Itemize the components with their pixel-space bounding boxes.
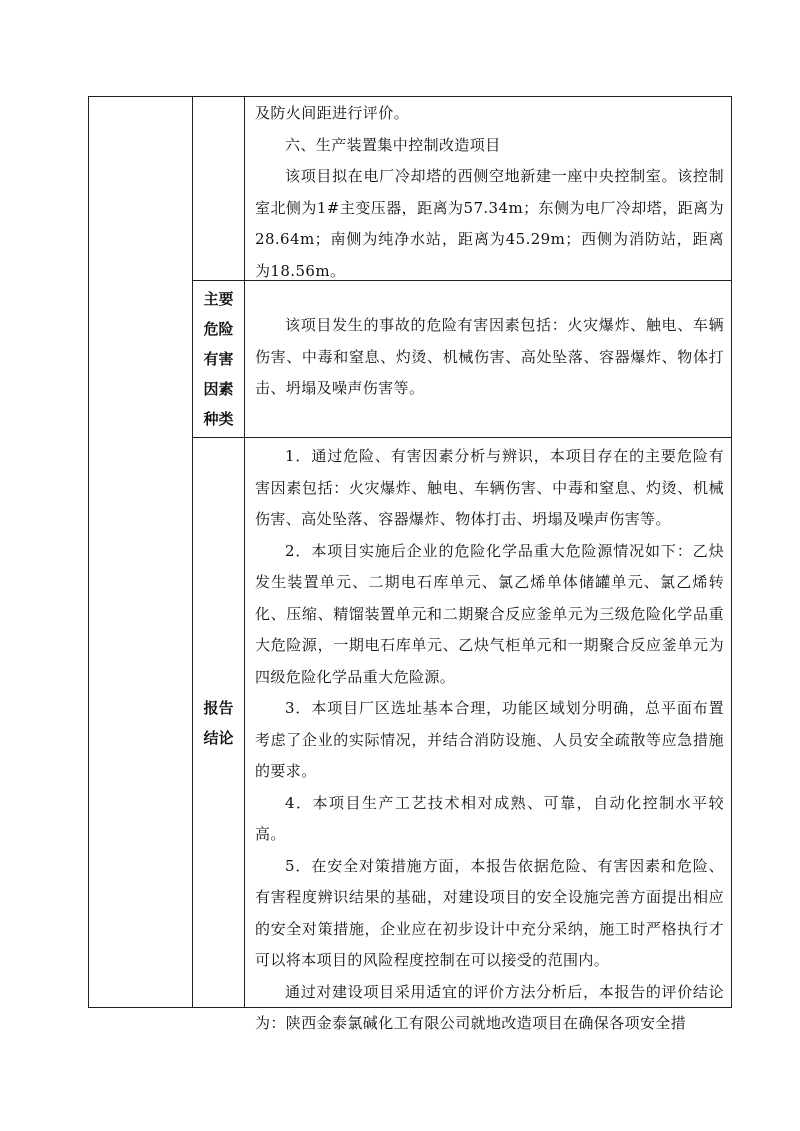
paragraph-conclusion-summary: 通过对建设项目采用适宜的评价方法分析后，本报告的评价结论为：陕西金泰氯碱化工有限公司就地改造项目在确保各项安全措: [255, 982, 724, 1032]
paragraph-conclusion-4: 4．本项目生产工艺技术相对成熟、可靠，自动化控制水平较高。: [255, 793, 724, 843]
table-row-project-description: [89, 97, 732, 281]
paragraph-conclusion-3: 3．本项目厂区选址基本合理，功能区域划分明确，总平面布置考虑了企业的实际情况，并结合消防设施、人员安全疏散等应急措施的要求。: [255, 699, 724, 780]
paragraph-central-control-details: 该项目拟在电厂冷却塔的西侧空地新建一座中央控制室。该控制室北侧为1#主变压器，距离为57.34m；东侧为电厂冷却塔，距离为28.64m；南侧为纯净水站，距离为45.29m；西侧为消防站，距离为18.56m。: [255, 167, 724, 280]
paragraph-conclusion-2: 2．本项目实施后企业的危险化学品重大危险源情况如下：乙炔发生装置单元、二期电石库单元、氯乙烯单体储罐单元、氯乙烯转化、压缩、精馏装置单元和二期聚合反应釜单元为三级危险化学品重大危险源，一期电石库单元、乙炔气柜单元和一期聚合反应釜单元为四级危险化学品重大危险源。: [255, 541, 724, 686]
label-line: 危险: [203, 320, 234, 338]
content-cell-report-conclusion: [245, 438, 732, 1032]
paragraph-heading-central-control: 六、生产装置集中控制改造项目: [285, 135, 501, 154]
paragraph-conclusion-1: 1．通过危险、有害因素分析与辨识，本项目存在的主要危险有害因素包括：火灾爆炸、触电、车辆伤害、中毒和窒息、灼烫、机械伤害、高处坠落、容器爆炸、物体打击、坍塌及噪声伤害等。: [255, 447, 724, 528]
label-line: 报告: [203, 698, 234, 717]
label-cell-empty: [193, 97, 245, 281]
paragraph-hazard-factors: 该项目发生的事故的危险有害因素包括：火灾爆炸、触电、车辆伤害、中毒和窒息、灼烫、机械伤害、高处坠落、容器爆炸、物体打击、坍塌及噪声伤害等。: [255, 316, 724, 398]
paragraph-conclusion-5: 5．在安全对策措施方面，本报告依据危险、有害因素和危险、有害程度辨识结果的基础，对建设项目的安全设施完善方面提出相应的安全对策措施，企业应在初步设计中充分采纳，施工时严格执行才可以将本项目的风险程度控制在可以接受的范围内。: [255, 856, 724, 969]
content-cell-project-description: [245, 97, 732, 281]
report-table: [88, 96, 732, 1032]
outer-blank-cell: [89, 97, 193, 1008]
label-line: 因素: [203, 380, 234, 398]
label-cell-report-conclusion: [193, 438, 245, 1008]
content-cell-hazard-factors: [245, 281, 732, 438]
label-cell-hazard-factors: [193, 281, 245, 438]
label-line: 主要: [203, 290, 234, 308]
label-line: 结论: [203, 728, 234, 747]
label-line: 有害: [203, 350, 234, 368]
label-line: 种类: [203, 410, 234, 428]
paragraph-continuation: 及防火间距进行评价。: [255, 104, 410, 122]
